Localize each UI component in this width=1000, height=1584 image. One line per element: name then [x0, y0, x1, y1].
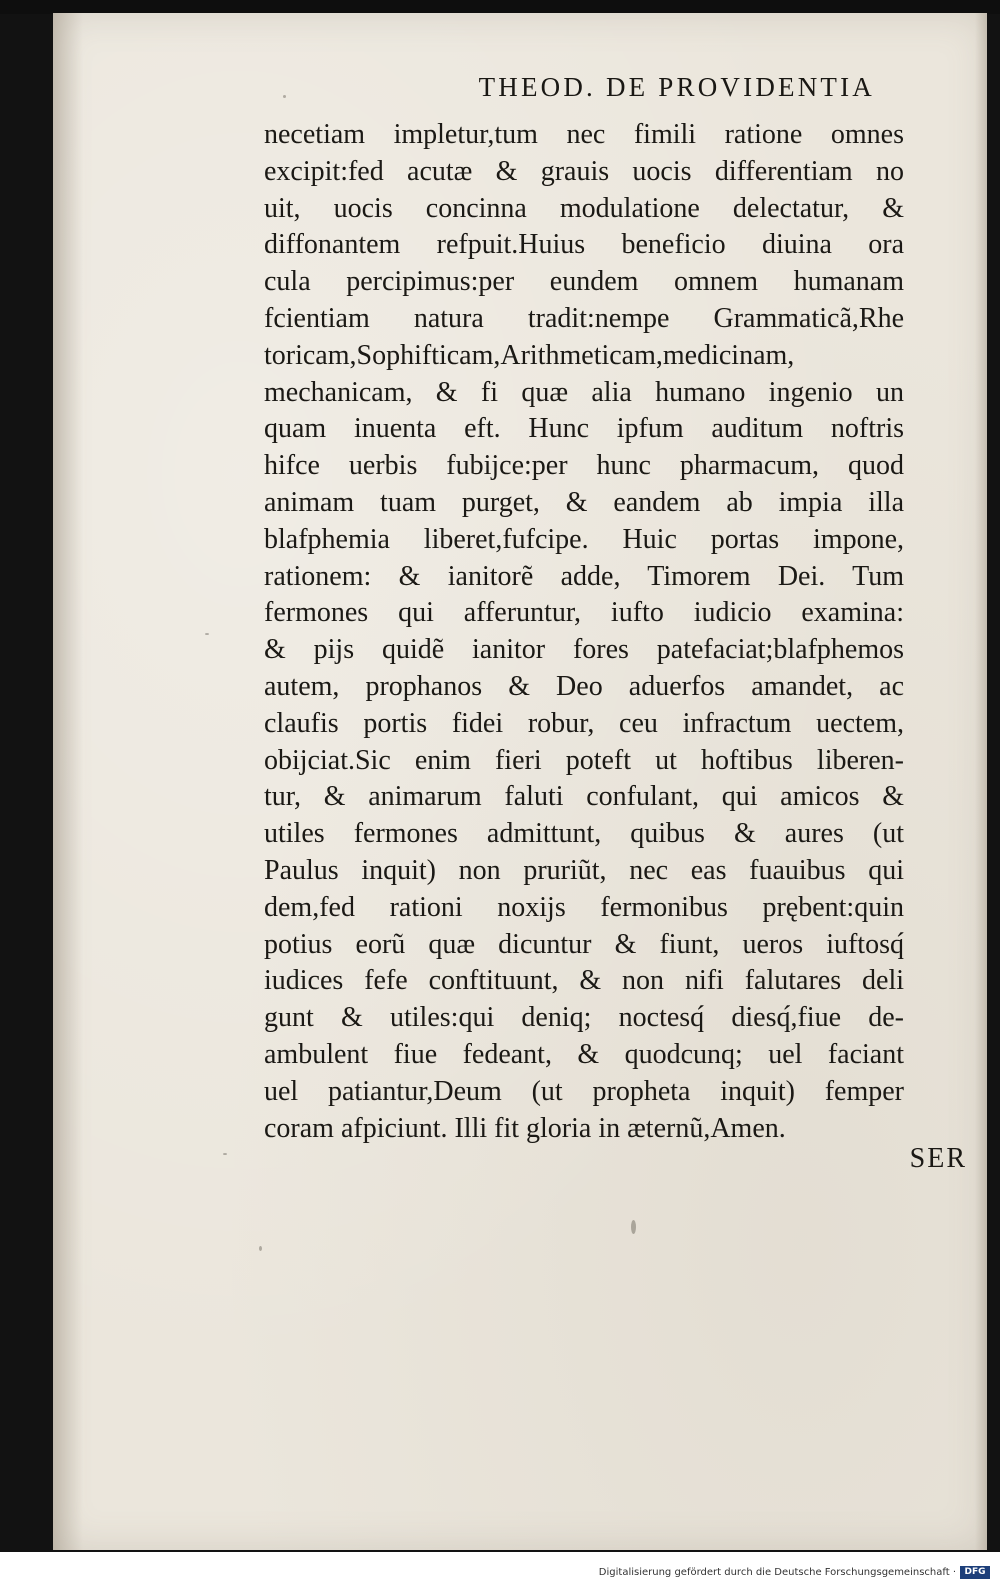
running-head: THEOD. DE PROVIDENTIA	[478, 72, 875, 102]
scan-border	[0, 0, 1000, 14]
text-line: iudices fefe conftituunt, & non nifi falutares deli	[264, 965, 904, 997]
text-line: hifce uerbis fubijce:per hunc pharmacum, quod	[264, 450, 904, 482]
text-line: rationem: & ianitorẽ adde, Timorem Dei. Tum	[264, 560, 904, 592]
funding-note: Digitalisierung gefördert durch die Deutsche Forschungsgemeinschaft ·	[598, 1567, 956, 1578]
dfg-logo: DFG	[960, 1566, 990, 1579]
text-line: uel patiantur,Deum (ut propheta inquit) femper	[264, 1075, 904, 1107]
text-line: uit, uocis concinna modulatione delectatur, &	[264, 192, 904, 224]
catchword: SER	[909, 1143, 967, 1174]
text-line: dem,fed rationi noxijs fermonibus prębent:quin	[264, 891, 904, 923]
text-line: fcientiam natura tradit:nempe Grammaticã,Rhe	[264, 302, 904, 334]
text-line: necetiam impletur,tum nec fimili ratione omnes	[264, 119, 904, 150]
text-line: toricam,Sophifticam,Arithmeticam,medicinam,	[264, 339, 795, 371]
text-line: autem, prophanos & Deo aduerfos amandet, ac	[264, 670, 904, 702]
text-line: blafphemia liberet,fufcipe. Huic portas impone,	[264, 523, 904, 555]
text-line: potius eorũ quæ dicuntur & fiunt, ueros iuftosq́	[264, 928, 904, 960]
text-line: mechanicam, & fi quæ alia humano ingenio un	[264, 376, 904, 408]
text-line: diffonantem refpuit.Huius beneficio diuina ora	[264, 229, 904, 261]
text-line: excipit:fed acutæ & grauis uocis differentiam no	[264, 155, 904, 187]
text-line: coram afpiciunt. Illi fit gloria in æternũ,Amen.	[264, 1112, 786, 1144]
text-line: & pijs quidẽ ianitor fores patefaciat;blafphemos	[264, 634, 904, 666]
text-line: animam tuam purget, & eandem ab impia illa	[264, 486, 904, 518]
text-line: utiles fermones admittunt, quibus & aures (ut	[264, 818, 904, 850]
text-line: fermones qui afferuntur, iufto iudicio examina:	[264, 597, 904, 629]
text-line: cula percipimus:per eundem omnem humanam	[264, 266, 904, 298]
text-line: gunt & utiles:qui deniq; noctesq́ diesq́,fiue de-	[264, 1002, 904, 1034]
text-line: Paulus inquit) non pruriũt, nec eas fuauibus qui	[264, 854, 904, 886]
body-text	[264, 117, 904, 1147]
text-line: obijciat.Sic enim fieri poteft ut hoftibus liberen-	[264, 744, 904, 776]
text-line: claufis portis fidei robur, ceu infractum uectem,	[264, 707, 904, 739]
text-line: quam inuenta eft. Hunc ipfum auditum noftris	[264, 413, 904, 445]
text-line: ambulent fiue fedeant, & quodcunq; uel faciant	[264, 1038, 904, 1070]
text-line: tur, & animarum faluti confulant, qui amicos &	[264, 781, 904, 813]
page-edge-shadow	[975, 13, 987, 1550]
page-gutter-shadow	[53, 13, 83, 1550]
